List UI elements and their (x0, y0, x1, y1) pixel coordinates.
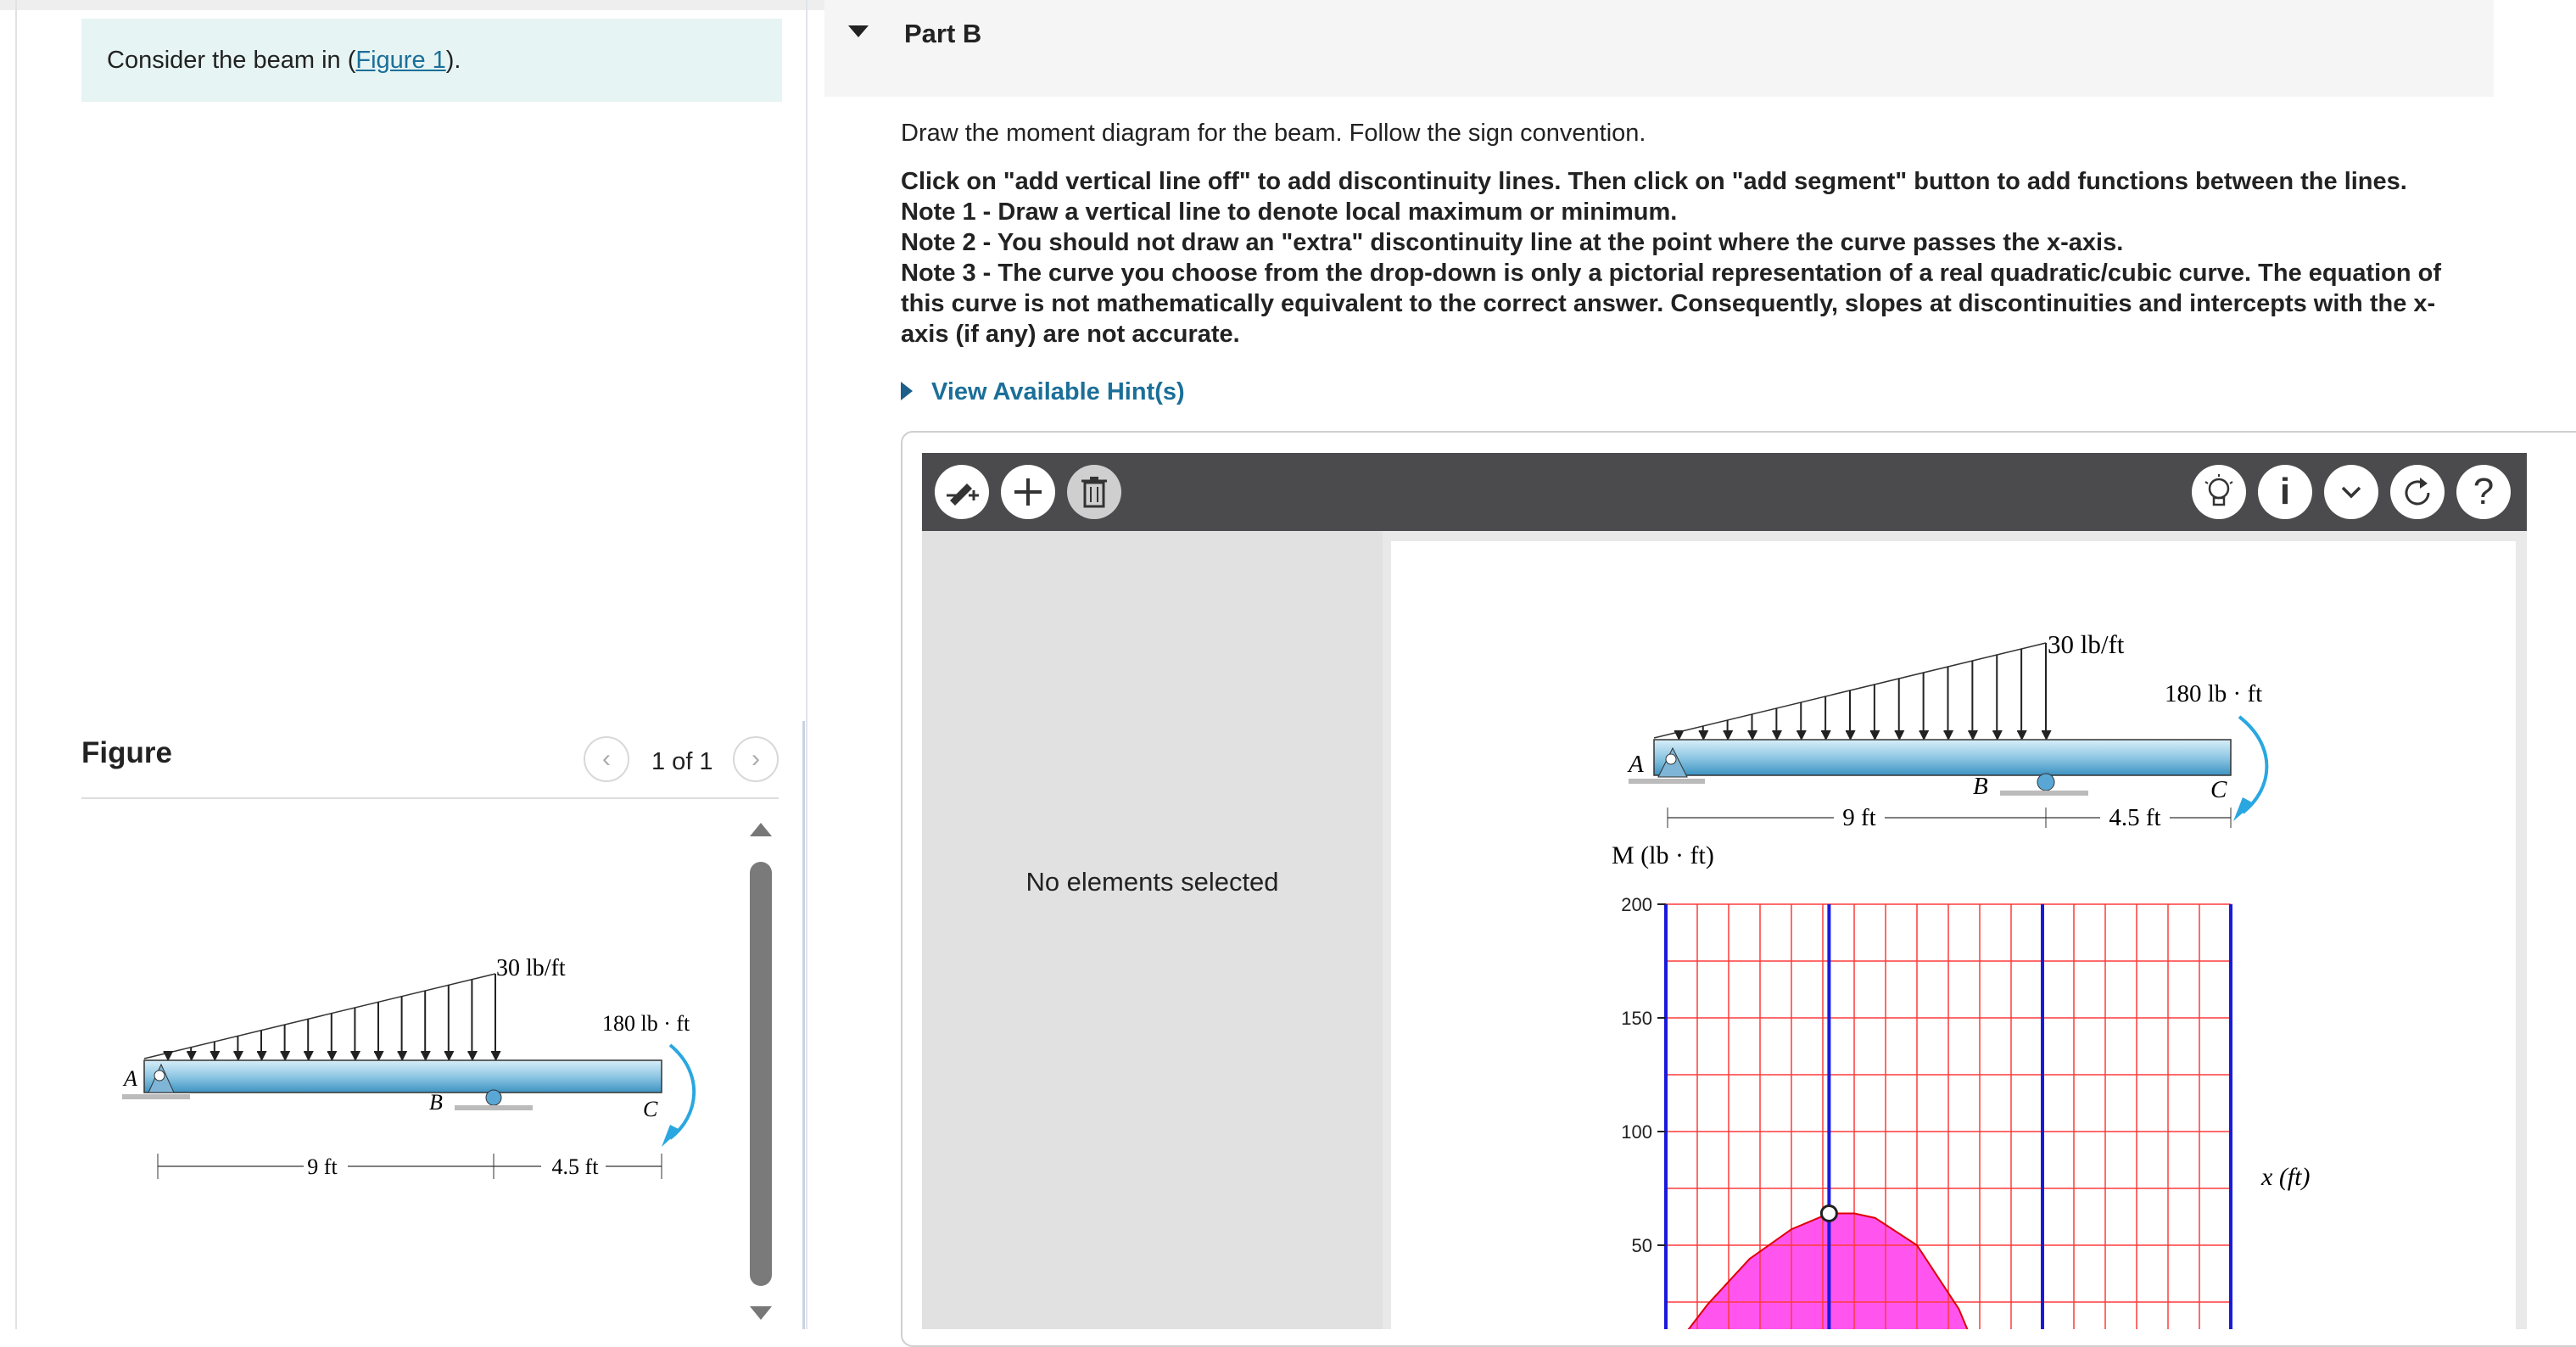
load-arrowhead (1992, 731, 2001, 740)
chart-xlabel: x (ft) (2261, 1163, 2311, 1191)
problem-statement (81, 19, 782, 102)
curve-point-max[interactable] (1821, 1205, 1836, 1221)
load-arrowhead (398, 1052, 406, 1060)
scroll-up-arrow[interactable] (750, 823, 772, 836)
left-border (15, 0, 17, 1329)
canvas-point-c-label: C (2210, 776, 2227, 803)
help-button[interactable] (2456, 465, 2511, 519)
load-arrowhead (1968, 731, 1976, 740)
chevron-down-icon (2339, 483, 2364, 500)
delete-button[interactable] (1067, 465, 1121, 519)
trash-icon (1080, 476, 1109, 508)
hint-caret-icon[interactable] (901, 382, 913, 400)
load-arrowhead (281, 1052, 289, 1060)
instruction-notes (901, 166, 2470, 349)
load-arrowhead (233, 1052, 242, 1060)
canvas-point-b-label: B (1973, 773, 1988, 800)
canvas-moment-label: 180 lb · ft (2165, 680, 2263, 707)
hint-button[interactable] (2192, 465, 2246, 519)
load-arrowhead (350, 1052, 359, 1060)
load-arrowhead (1772, 731, 1780, 740)
canvas-load-label: 30 lb/ft (2048, 629, 2125, 659)
canvas-point-a-label: A (1629, 751, 1644, 778)
note-line: Click on "add vertical line off" to add discontinuity lines. Then click on "add segment" button to add functions between the lines. (901, 168, 2407, 195)
canvas-span1-label: 9 ft (1842, 804, 1876, 831)
collapse-caret-icon[interactable] (848, 25, 869, 37)
no-selection-text: No elements selected (1025, 867, 1279, 897)
beam-figure (110, 933, 721, 1188)
prompt-prefix: Consider the beam in ( (107, 47, 356, 74)
properties-panel (922, 531, 1383, 1329)
moment-chart[interactable] (1595, 840, 2341, 1329)
load-arrowhead (1724, 731, 1732, 740)
load-arrowhead (304, 1052, 312, 1060)
load-arrowhead (2017, 731, 2026, 740)
pane-divider[interactable] (806, 0, 807, 1329)
chevron-left-icon: ‹ (602, 745, 611, 773)
moment-label: 180 lb · ft (602, 1011, 690, 1036)
point-b-label: B (429, 1090, 443, 1115)
load-arrowhead (257, 1052, 265, 1060)
prev-figure-button[interactable] (584, 736, 629, 782)
reset-button[interactable] (2390, 465, 2445, 519)
load-arrowhead (164, 1052, 172, 1060)
load-arrowhead (1846, 731, 1854, 740)
prompt-suffix: ). (445, 47, 461, 74)
span1-label: 9 ft (307, 1154, 338, 1179)
load-arrowhead (1674, 731, 1683, 740)
info-button[interactable] (2258, 465, 2312, 519)
load-arrowhead (1895, 731, 1903, 740)
load-arrowhead (327, 1052, 336, 1060)
more-options-button[interactable] (2324, 465, 2378, 519)
instruction-text: Draw the moment diagram for the beam. Follow the sign convention. (901, 120, 1646, 147)
note-line: Note 1 - Draw a vertical line to denote local maximum or minimum. (901, 198, 1678, 226)
moment-area-1 (1666, 1213, 2026, 1329)
part-title: Part B (904, 19, 982, 48)
y-tick-label: 200 (1621, 894, 1652, 915)
note-line: Note 2 - You should not draw an "extra" discontinuity line at the point where the curve passes the x-axis. (901, 229, 2124, 256)
y-tick-label: 150 (1621, 1008, 1652, 1029)
point-c-label: C (643, 1097, 658, 1121)
load-arrowhead (491, 1052, 500, 1060)
figure-pager: 1 of 1 (651, 748, 713, 775)
pane-divider-handle[interactable] (802, 721, 805, 1329)
figure-link[interactable]: Figure 1 (355, 47, 446, 74)
load-arrowhead (1870, 731, 1879, 740)
load-arrowhead (187, 1052, 195, 1060)
chevron-right-icon: › (752, 745, 760, 773)
scroll-down-arrow[interactable] (750, 1306, 772, 1320)
y-tick-label: 50 (1631, 1235, 1652, 1256)
load-arrowhead (1796, 731, 1805, 740)
chart-ylabel: M (lb · ft) (1612, 841, 1714, 869)
add-segment-button[interactable] (1001, 465, 1055, 519)
load-arrowhead (444, 1052, 453, 1060)
load-arrowhead (374, 1052, 383, 1060)
note-line: Note 3 - The curve you choose from the drop-down is only a pictorial representation of a real quadratic/cubic curve. The equation of this curve is not mathematically equivalent to the correct answer. Consequently, slopes at discontinuities and intercepts with the x-axis (if any) are not accurate. (901, 260, 2442, 348)
load-arrowhead (1748, 731, 1757, 740)
load-arrowhead (467, 1052, 476, 1060)
load-arrowhead (210, 1052, 219, 1060)
add-vertical-line-icon (943, 473, 981, 511)
load-arrowhead (2042, 731, 2050, 740)
part-header[interactable] (824, 0, 2494, 97)
figure-rule (81, 797, 779, 799)
point-a-label: A (124, 1066, 137, 1091)
load-label: 30 lb/ft (496, 955, 566, 981)
info-icon: i (2279, 471, 2291, 512)
reset-icon (2400, 474, 2435, 510)
span2-label: 4.5 ft (551, 1154, 599, 1179)
canvas-beam-figure (1612, 628, 2307, 840)
load-arrowhead (421, 1052, 429, 1060)
load-arrowhead (1919, 731, 1928, 740)
y-tick-label: 100 (1621, 1121, 1652, 1143)
load-arrowhead (1944, 731, 1953, 740)
plus-icon (1011, 475, 1045, 509)
figure-heading: Figure (81, 736, 172, 769)
load-arrowhead (1821, 731, 1830, 740)
load-arrowhead (1699, 731, 1707, 740)
help-icon: ? (2473, 471, 2495, 512)
view-hints-link[interactable]: View Available Hint(s) (931, 378, 1185, 405)
add-vertical-line-button[interactable] (935, 465, 989, 519)
next-figure-button[interactable] (733, 736, 779, 782)
scrollbar-thumb[interactable] (750, 862, 772, 1286)
canvas-span2-label: 4.5 ft (2109, 804, 2161, 831)
lightbulb-icon (2200, 473, 2238, 511)
